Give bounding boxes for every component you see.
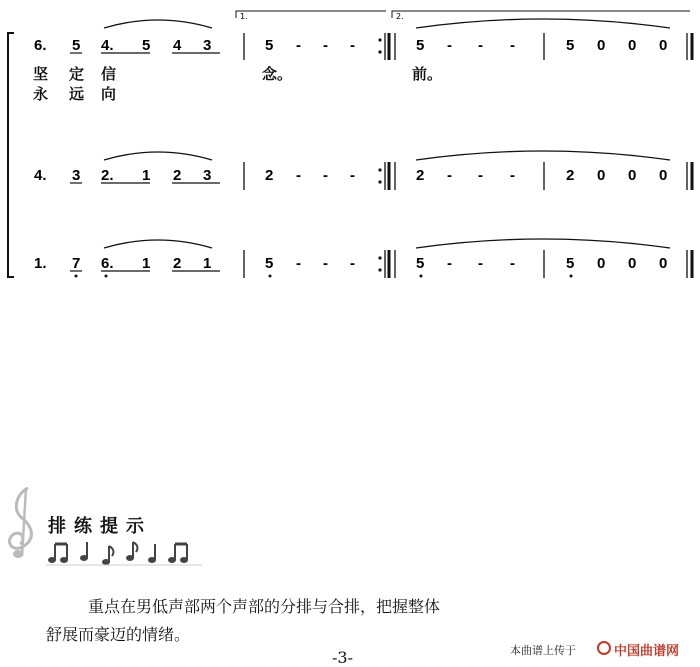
note: 1	[142, 167, 151, 184]
volta-2-bracket	[392, 11, 690, 18]
tips-body-line-1: 重点在男低声部两个声部的分排与合排，把握整体	[88, 597, 441, 616]
note: 0	[659, 167, 668, 184]
note: 5	[566, 37, 575, 54]
note: 5	[265, 37, 274, 54]
staff-3-notes	[34, 255, 667, 272]
tips-body-line-2: 舒展而豪迈的情绪。	[46, 625, 191, 644]
note: -	[510, 37, 515, 54]
note: -	[510, 167, 515, 184]
note: 5	[416, 255, 425, 272]
treble-clef-icon	[2, 484, 48, 560]
note: 0	[628, 255, 637, 272]
note: 2	[416, 167, 425, 184]
staff-2-notes	[34, 167, 667, 184]
page-number: -3-	[332, 648, 353, 667]
music-notes-decoration-icon	[46, 540, 206, 566]
score-notation	[0, 0, 700, 300]
volta-1-bracket	[236, 11, 386, 18]
lyric-char: 定	[69, 65, 85, 83]
note: 4.	[34, 167, 47, 184]
note: 5	[416, 37, 425, 54]
note: 1.	[34, 255, 47, 272]
lyric-char: 前。	[412, 65, 443, 83]
note: 6.	[101, 255, 114, 272]
note: 1	[142, 255, 151, 272]
lyric-char: 坚	[33, 65, 49, 83]
note: 0	[659, 255, 668, 272]
upload-credit: 本曲谱上传于	[510, 644, 576, 657]
note: -	[323, 37, 328, 54]
system-bracket	[8, 33, 14, 277]
note: 5	[72, 37, 81, 54]
note: -	[296, 167, 301, 184]
note: 0	[628, 167, 637, 184]
note: -	[350, 37, 355, 54]
note: -	[296, 37, 301, 54]
note: 1	[203, 255, 212, 272]
note: 0	[597, 255, 606, 272]
note: 2	[566, 167, 575, 184]
site-name-link[interactable]: 中国曲谱网	[614, 644, 680, 659]
note: 0	[597, 167, 606, 184]
note: 3	[203, 37, 212, 54]
lyric-char: 信	[101, 65, 117, 83]
note: 6.	[34, 37, 47, 54]
note: -	[350, 255, 355, 272]
rehearsal-tips-title: 排练提示	[48, 516, 152, 537]
volta-1-label: 1.	[240, 12, 248, 21]
note: 7	[72, 255, 81, 272]
note: -	[478, 255, 483, 272]
note: 2	[173, 167, 182, 184]
note: 3	[72, 167, 81, 184]
note: -	[296, 255, 301, 272]
site-logo-icon	[597, 641, 611, 655]
lyric-char: 向	[101, 85, 117, 103]
lyric-char: 永	[33, 85, 49, 103]
note: -	[478, 37, 483, 54]
note: 2.	[101, 167, 114, 184]
note: 0	[597, 37, 606, 54]
note: -	[323, 167, 328, 184]
note: 4	[173, 37, 182, 54]
lyric-char: 念。	[262, 65, 293, 83]
note: -	[447, 37, 452, 54]
staff-1-notes	[34, 37, 667, 54]
note: -	[447, 167, 452, 184]
note: -	[323, 255, 328, 272]
note: 5	[566, 255, 575, 272]
note: 2	[173, 255, 182, 272]
lyric-char: 远	[69, 85, 85, 103]
note: 0	[628, 37, 637, 54]
note: 5	[265, 255, 274, 272]
note: 3	[203, 167, 212, 184]
note: 2	[265, 167, 274, 184]
note: -	[478, 167, 483, 184]
note: 4.	[101, 37, 114, 54]
note: 0	[659, 37, 668, 54]
note: -	[510, 255, 515, 272]
note: -	[350, 167, 355, 184]
note: -	[447, 255, 452, 272]
volta-2-label: 2.	[396, 12, 404, 21]
note: 5	[142, 37, 151, 54]
